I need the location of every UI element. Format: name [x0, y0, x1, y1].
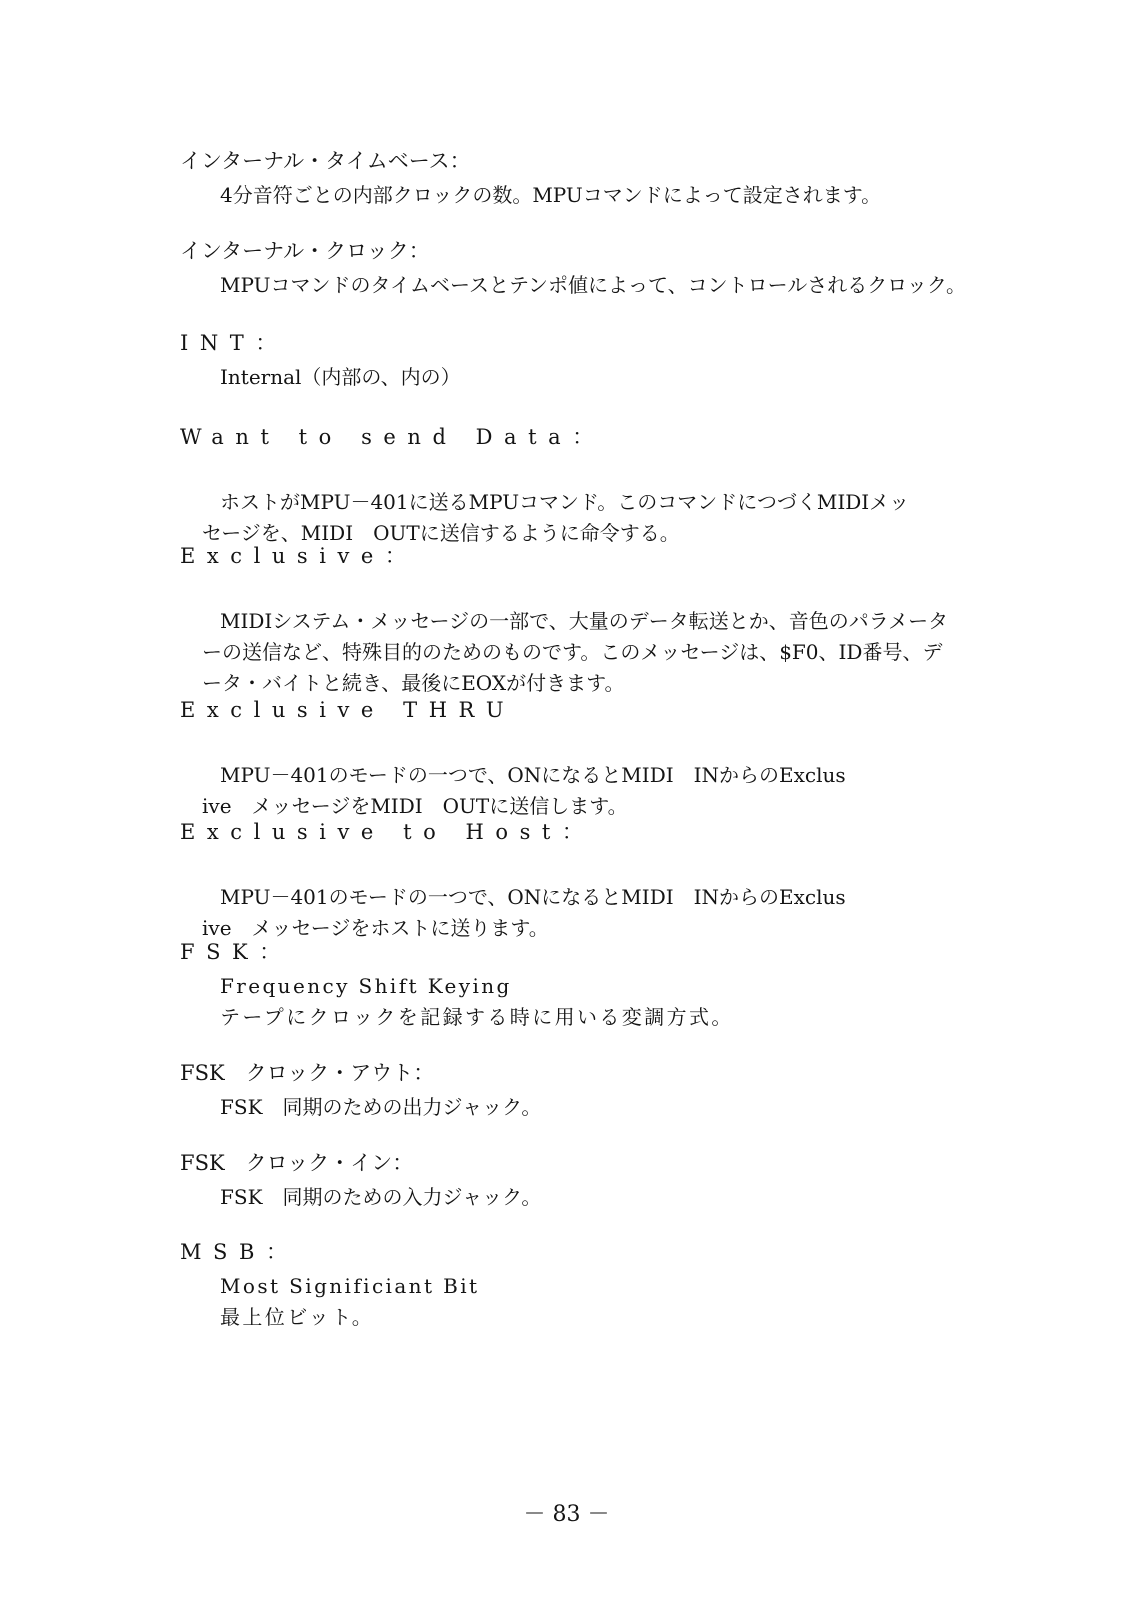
glossary-term: INT： [180, 331, 288, 355]
description-first-line: MPU－401のモードの一つで、ONになるとMIDI INからのExclus [220, 763, 846, 787]
glossary-term: Want to send Data： [180, 425, 605, 449]
glossary-term: MSB： [180, 1240, 299, 1264]
glossary-term: インターナル・タイムベース： [180, 149, 471, 173]
description-continuation: ーの送信など、特殊目的のためのものです。このメッセージは、$F0、ID番号、デ ータ・バイトと続き、最後にEOXが付きます。 [202, 640, 943, 695]
description-continuation: ive メッセージをホストに送ります。 [202, 916, 549, 940]
glossary-description [180, 456, 1040, 549]
description-first-line: MIDIシステム・メッセージの一部で、大量のデータ転送とか、音色のパラメータ [220, 609, 949, 633]
glossary-entry-fsk [180, 937, 1040, 1033]
glossary-entry-int [180, 328, 1040, 393]
glossary-description: FSK 同期のための入力ジャック。 [220, 1185, 542, 1209]
description-continuation: ive メッセージをMIDI OUTに送信します。 [202, 794, 628, 818]
glossary-description [180, 729, 1040, 822]
glossary-term: FSK クロック・イン： [180, 1151, 414, 1175]
glossary-entry-exclusive-to-host [180, 817, 1040, 944]
glossary-description: Internal（内部の、内の） [220, 365, 461, 389]
glossary-term: Exclusive THRU [180, 698, 516, 722]
glossary-description: 4分音符ごとの内部クロックの数。MPUコマンドによって設定されます。 [220, 183, 882, 207]
glossary-entry-exclusive [180, 541, 1040, 699]
glossary-entry-want-to-send-data [180, 422, 1040, 549]
glossary-term: Exclusive： [180, 544, 418, 568]
description-continuation: セージを、MIDI OUTに送信するように命令する。 [202, 521, 680, 545]
glossary-term: Exclusive to Host： [180, 820, 595, 844]
glossary-entry-internal-timebase [180, 146, 1040, 211]
glossary-entry-fsk-clock-out [180, 1058, 1040, 1123]
glossary-entry-exclusive-thru [180, 695, 1040, 822]
glossary-term: FSK： [180, 940, 292, 964]
description-first-line: MPU－401のモードの一つで、ONになるとMIDI INからのExclus [220, 885, 846, 909]
glossary-description [180, 851, 1040, 944]
glossary-description: FSK 同期のための出力ジャック。 [220, 1095, 542, 1119]
glossary-term: FSK クロック・アウト： [180, 1061, 435, 1085]
glossary-entry-fsk-clock-in [180, 1148, 1040, 1213]
description-first-line: ホストがMPU－401に送るMPUコマンド。このコマンドにつづくMIDIメッ [220, 490, 910, 514]
glossary-entry-internal-clock [180, 236, 1040, 301]
glossary-description: Most Significiant Bit 最上位ビット。 [220, 1274, 480, 1329]
page-number: － 83 － [523, 1502, 610, 1527]
glossary-entry-msb [180, 1237, 1040, 1333]
glossary-description: MPUコマンドのタイムベースとテンポ値によって、コントロールされるクロック。 [220, 273, 967, 297]
glossary-description: Frequency Shift Keying テープにクロックを記録する時に用いる変調方式。 [220, 974, 734, 1029]
glossary-term: インターナル・クロック： [180, 239, 430, 263]
glossary-description [180, 575, 1040, 699]
